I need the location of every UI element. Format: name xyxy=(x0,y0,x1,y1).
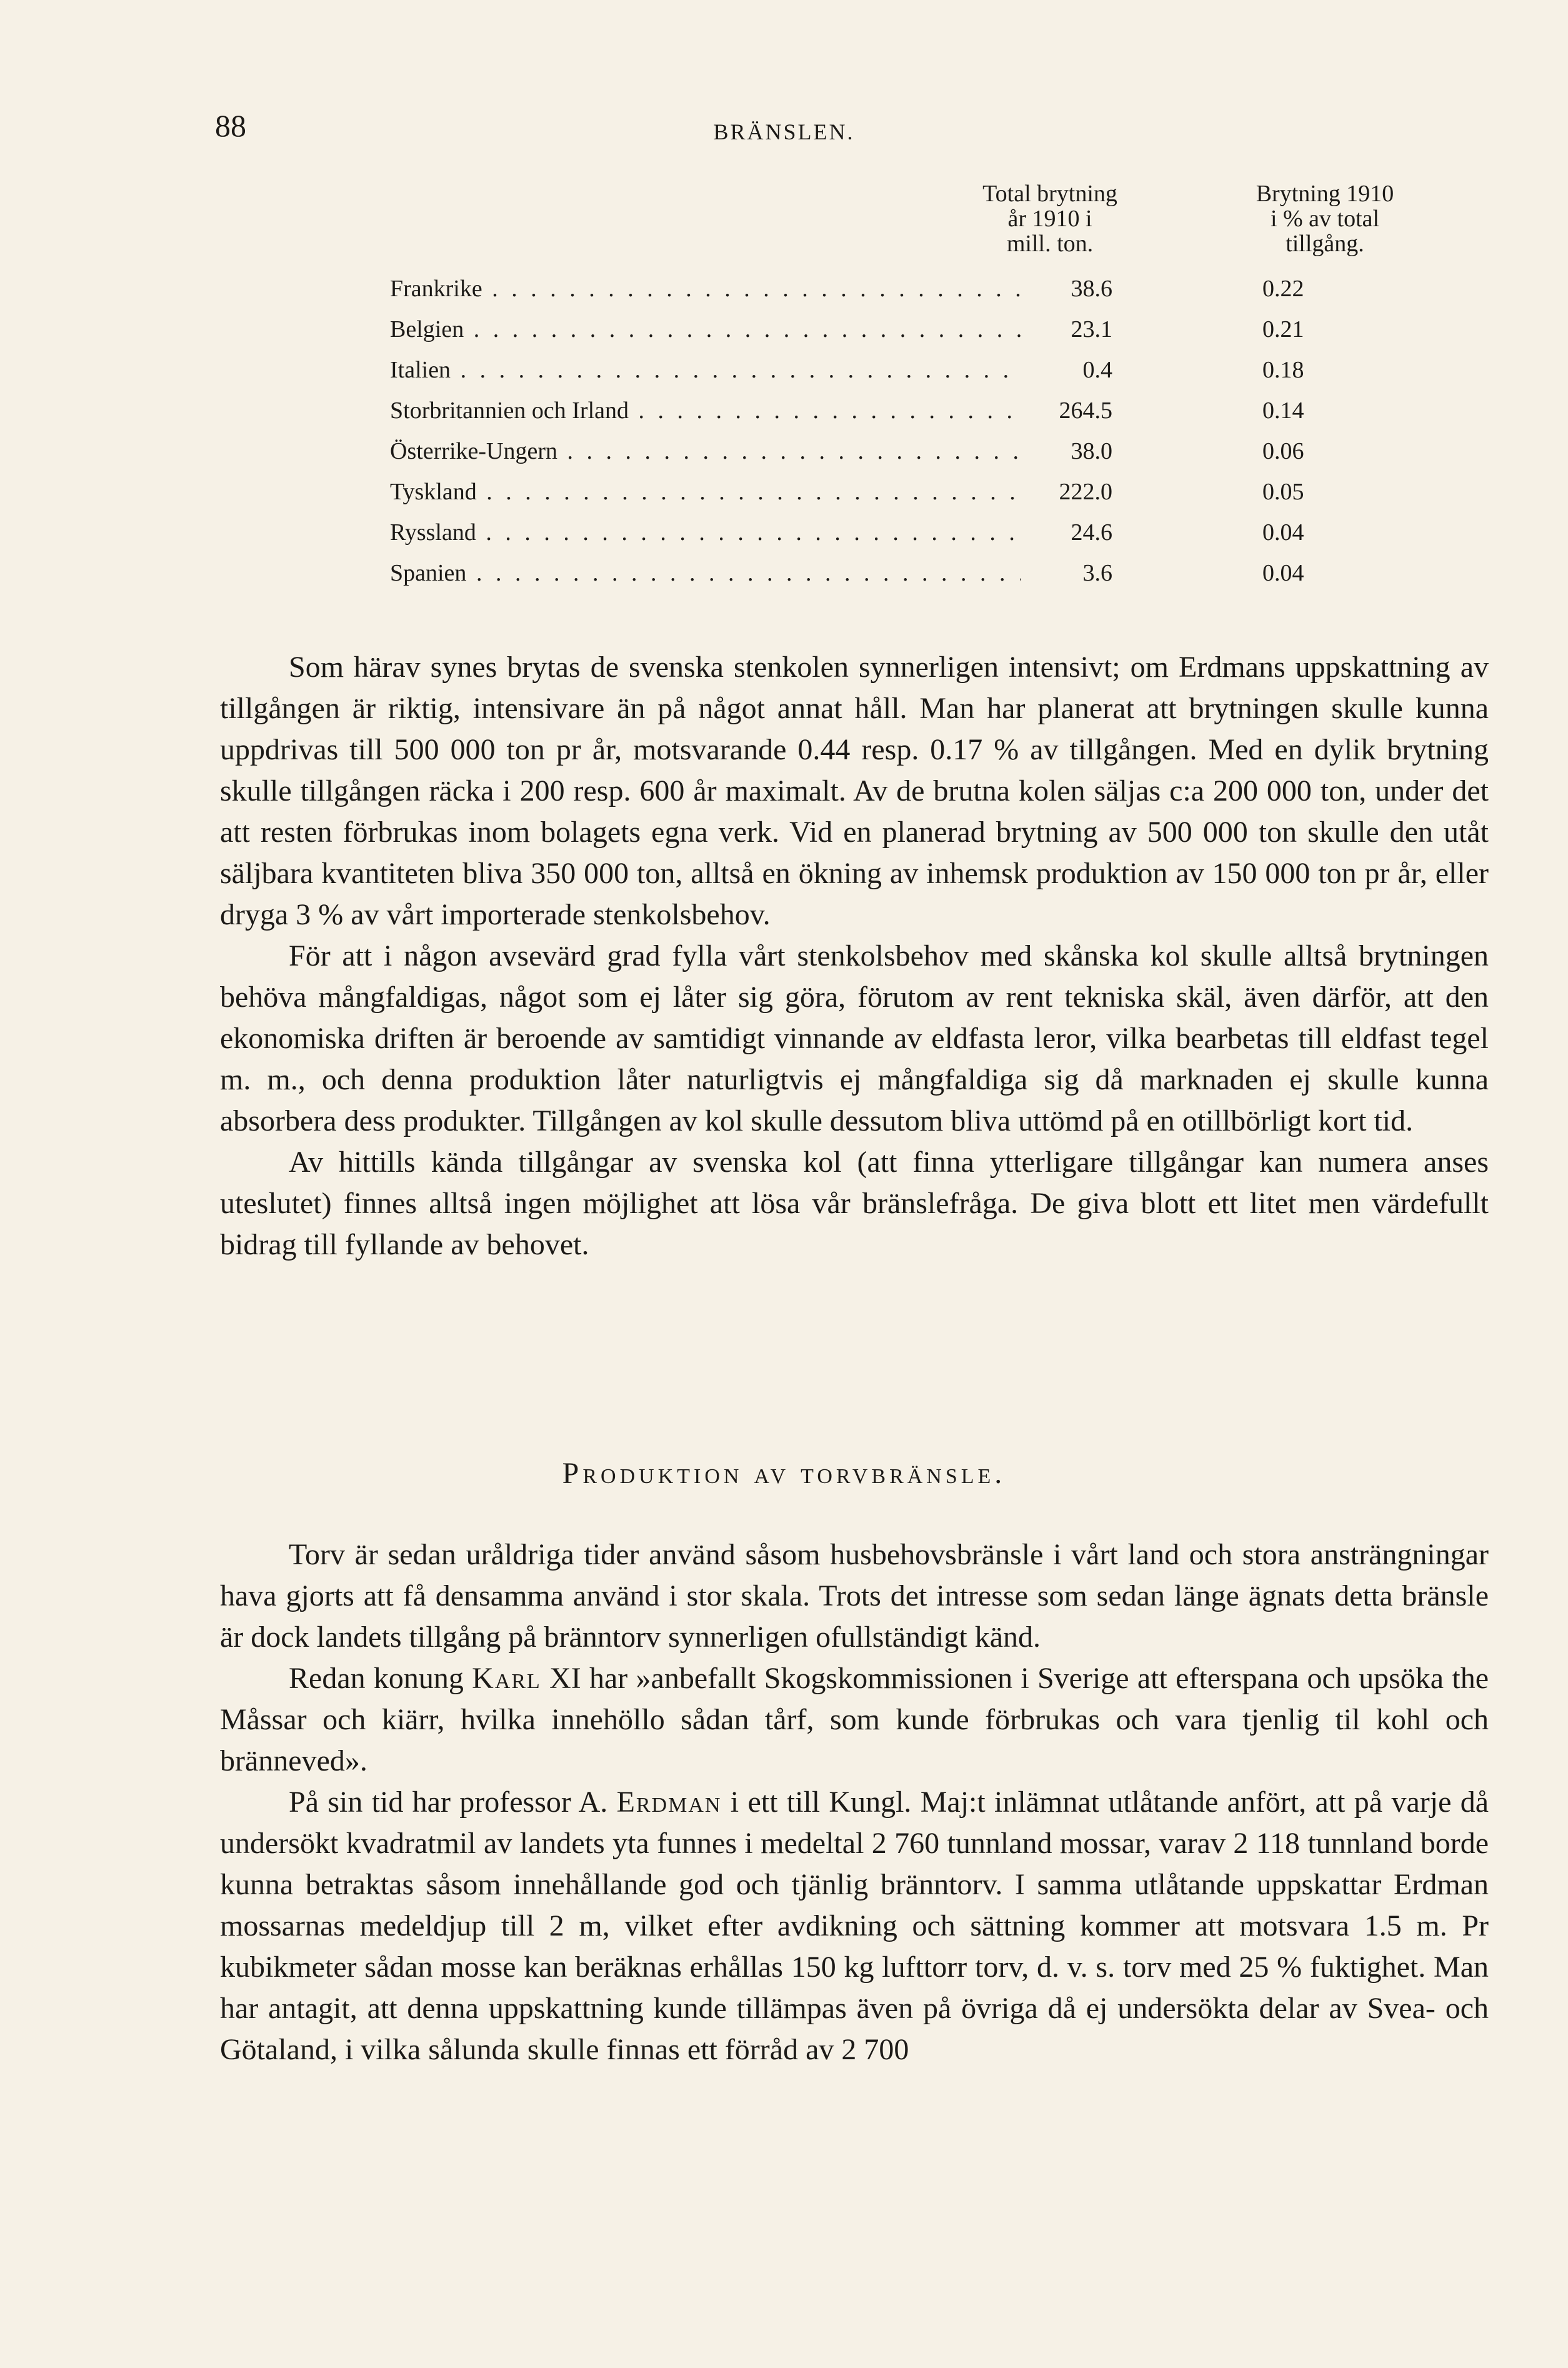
paragraph-part: i ett till Kungl. Maj:t inlämnat utlåtande anfört, att på varje då undersökt kvadratmil av landets yta funnes i medeltal 2 760 tunnland mossar, varav 2 118 tunnland borde kunna betraktas såsom innehållande god och tjänlig bränntorv. I samma utlåtande uppskattar Erdman mossarnas medeldjup till 2 m, vilket efter avdikning och sättning kommer att motsvara 1.5 m. Pr kubikmeter sådan mosse kan beräknas erhållas 150 kg lufttorr torv, d. v. s. torv med 25 % fuktighet. Man har antagit, att denna uppskattning kunde tillämpas även på övriga då ej undersökta delar av Svea- och Götaland, i vilka sålunda skulle finnas ett förråd av 2 700 xyxy=(220,1786,1489,2066)
table-row xyxy=(0,275,1568,312)
table-row xyxy=(0,478,1568,516)
total-value: 0.4 xyxy=(1082,357,1112,383)
lower-body-text xyxy=(220,1534,1489,2071)
country-name: Frankrike . . . xyxy=(390,275,1021,302)
percent-value: 0.04 xyxy=(1262,519,1304,546)
percent-value: 0.22 xyxy=(1262,276,1304,302)
total-value: 24.6 xyxy=(1071,519,1112,546)
total-value: 3.6 xyxy=(1082,560,1112,586)
section-title: Produktion av torvbränsle. xyxy=(562,1457,1006,1490)
percent-value: 0.06 xyxy=(1262,438,1304,464)
table-row xyxy=(0,356,1568,394)
paragraph: Som härav synes brytas de svenska stenkolen synnerligen intensivt; om Erdmans uppskattning av tillgången är riktig, intensivare än på något annat håll. Man har planerat att brytningen skulle kunna uppdrivas till 500 000 ton pr år, motsvarande 0.44 resp. 0.17 % av tillgången. Med en dylik brytning skulle tillgången räcka i 200 resp. 600 år maximalt. Av de brutna kolen säljas c:a 200 000 ton, under det att resten förbrukas inom bolagets egna verk. Vid en planerad brytning av 500 000 ton skulle den utåt säljbara kvantiteten bliva 350 000 ton, alltså en ökning av inhemsk produktion av 150 000 ton pr år, eller dryga 3 % av vårt importerade stenkolsbehov. xyxy=(220,651,1489,931)
table-row xyxy=(0,559,1568,597)
country-name: Spanien . . . xyxy=(390,559,1021,587)
paragraph-part: XI har »anbefallt Skogskommissionen i Sverige att efterspana och upsöka the Måssar och kiärr, hvilka innehöllo sådan tårf, som kunde förbrukas och vara tjenlig til kohl och bränneved». xyxy=(220,1662,1489,1777)
person-name: Karl xyxy=(472,1662,541,1695)
percent-value: 0.18 xyxy=(1262,357,1304,383)
header-line: år 1910 i xyxy=(1007,206,1092,232)
header-line: Brytning 1910 xyxy=(1256,181,1394,207)
country-name: Ryssland . . . xyxy=(390,519,1021,546)
percent-value: 0.21 xyxy=(1262,316,1304,342)
country-name: Tyskland . . . xyxy=(390,478,1021,506)
paragraph xyxy=(220,1658,1489,1782)
total-value: 23.1 xyxy=(1071,316,1112,342)
paragraph-part: På sin tid har professor A. xyxy=(289,1786,617,1819)
header-line: tillgång. xyxy=(1286,231,1364,257)
column-header-total xyxy=(931,181,1169,256)
percent-value: 0.05 xyxy=(1262,479,1304,505)
header-line: i % av total xyxy=(1270,206,1380,232)
total-value: 38.0 xyxy=(1071,438,1112,464)
paragraph xyxy=(220,1782,1489,2071)
percent-value: 0.14 xyxy=(1262,397,1304,424)
table-row xyxy=(0,519,1568,556)
person-name: Erdman xyxy=(616,1786,722,1819)
country-name: Österrike-Ungern . . . xyxy=(390,437,1021,465)
upper-body-text xyxy=(220,647,1489,1266)
country-name: Belgien . . . xyxy=(390,316,1021,343)
running-head: BRÄNSLEN. xyxy=(713,119,855,144)
header-line: mill. ton. xyxy=(1006,231,1094,257)
country-name: Storbritannien och Irland . . . xyxy=(390,397,1021,424)
paragraph: Torv är sedan uråldriga tider använd såsom husbehovsbränsle i vårt land och stora ansträngningar hava gjorts att få densamma använd i stor skala. Trots det intresse som sedan länge ägnats detta bränsle är dock landets tillgång på bränntorv synnerligen ofullständigt känd. xyxy=(220,1538,1489,1654)
table-row xyxy=(0,316,1568,353)
country-name: Italien . . . xyxy=(390,356,1021,384)
table-row xyxy=(0,397,1568,434)
header-line: Total brytning xyxy=(982,181,1117,207)
paragraph-part: Redan konung xyxy=(289,1662,472,1695)
paragraph: För att i någon avsevärd grad fylla vårt stenkolsbehov med skånska kol skulle alltså brytningen behöva mångfaldigas, något som ej låter sig göra, förutom av rent tekniska skäl, även därför, att den ekonomiska driften är beroende av samtidigt vinnande av eldfasta leror, vilka bearbetas till eldfast tegel m. m., och denna produktion låter naturligtvis ej mångfaldiga sig då marknaden ej skulle kunna absorbera dess produkter. Tillgången av kol skulle dessutom bliva uttömd på en otillbörligt kort tid. xyxy=(220,939,1489,1137)
table-row xyxy=(0,437,1568,475)
column-header-percent xyxy=(1200,181,1450,256)
percent-value: 0.04 xyxy=(1262,560,1304,586)
page-number: 88 xyxy=(215,108,246,143)
paragraph: Av hittills kända tillgångar av svenska kol (att finna ytterligare tillgångar kan numera anses uteslutet) finnes alltså ingen möjlighet att lösa vår bränslefråga. De giva blott ett litet men värdefullt bidrag till fyllande av behovet. xyxy=(220,1146,1489,1261)
total-value: 264.5 xyxy=(1059,397,1112,424)
total-value: 38.6 xyxy=(1071,276,1112,302)
total-value: 222.0 xyxy=(1059,479,1112,505)
